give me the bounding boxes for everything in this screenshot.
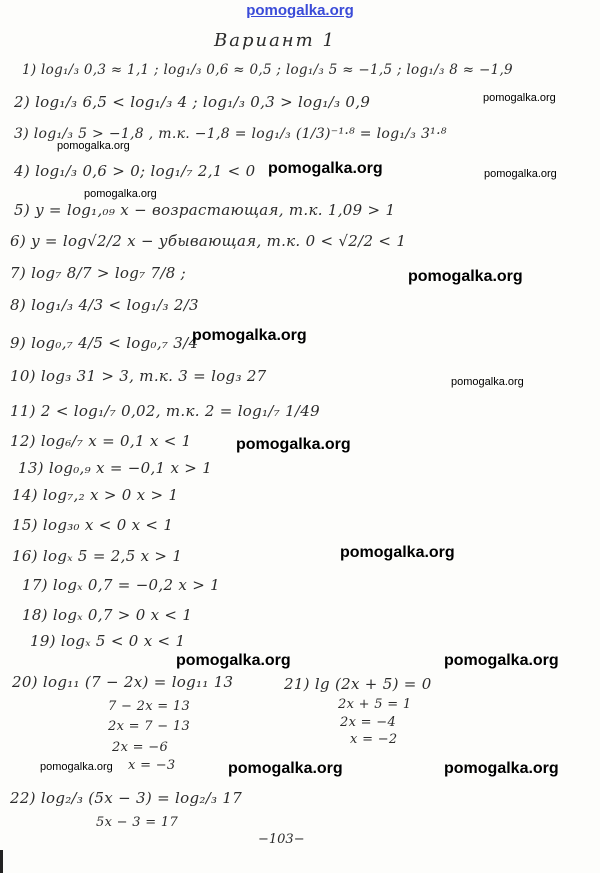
solution-line-15: 15) log₃₀ x < 0 x < 1 bbox=[12, 516, 174, 534]
solution-line-22: 22) log₂/₃ (5x − 3) = log₂/₃ 17 bbox=[10, 789, 243, 807]
solution-step-21-3: x = −2 bbox=[350, 732, 398, 747]
watermark: pomogalka.org bbox=[40, 761, 113, 773]
solution-line-13: 13) log₀,₉ x = −0,1 x > 1 bbox=[18, 459, 213, 477]
watermark: pomogalka.org bbox=[483, 92, 556, 104]
solution-line-12: 12) log₆/₇ x = 0,1 x < 1 bbox=[10, 432, 192, 450]
solution-line-21: 21) lg (2x + 5) = 0 bbox=[284, 675, 432, 693]
watermark: pomogalka.org bbox=[444, 652, 559, 669]
page-number: −103− bbox=[258, 832, 305, 847]
watermark: pomogalka.org bbox=[176, 652, 291, 669]
solution-line-4: 4) log₁/₃ 0,6 > 0; log₁/₇ 2,1 < 0 bbox=[14, 162, 256, 180]
solution-line-3: 3) log₁/₃ 5 > −1,8 , т.к. −1,8 = log₁/₃ (1/3)⁻¹·⁸ = log₁/₃ 3¹·⁸ bbox=[14, 126, 447, 142]
solution-step-22-1: 5x − 3 = 17 bbox=[96, 815, 179, 830]
solution-step-21-2: 2x = −4 bbox=[340, 715, 397, 730]
solution-line-17: 17) logₓ 0,7 = −0,2 x > 1 bbox=[22, 576, 220, 594]
watermark: pomogalka.org bbox=[228, 760, 343, 777]
watermark: pomogalka.org bbox=[192, 327, 307, 344]
solution-line-16: 16) logₓ 5 = 2,5 x > 1 bbox=[12, 547, 183, 565]
solution-line-2: 2) log₁/₃ 6,5 < log₁/₃ 4 ; log₁/₃ 0,3 > log₁/₃ 0,9 bbox=[14, 93, 371, 111]
solution-line-14: 14) log₇,₂ x > 0 x > 1 bbox=[12, 486, 179, 504]
watermark: pomogalka.org bbox=[340, 544, 455, 561]
solution-line-1: 1) log₁/₃ 0,3 ≈ 1,1 ; log₁/₃ 0,6 ≈ 0,5 ; log₁/₃ 5 ≈ −1,5 ; log₁/₃ 8 ≈ −1,9 bbox=[22, 62, 513, 78]
watermark: pomogalka.org bbox=[84, 188, 157, 200]
watermark: pomogalka.org bbox=[408, 268, 523, 285]
solution-step-20-2: 2x = 7 − 13 bbox=[108, 719, 191, 734]
solution-line-8: 8) log₁/₃ 4/3 < log₁/₃ 2/3 bbox=[10, 296, 199, 314]
solution-step-20-3: 2x = −6 bbox=[112, 740, 169, 755]
solution-line-7: 7) log₇ 8/7 > log₇ 7/8 ; bbox=[10, 264, 186, 282]
page-title: Вариант 1 bbox=[214, 30, 336, 51]
solution-step-21-1: 2x + 5 = 1 bbox=[338, 697, 412, 712]
solution-line-18: 18) logₓ 0,7 > 0 x < 1 bbox=[22, 606, 193, 624]
solution-line-5: 5) y = log₁,₀₉ x − возрастающая, т.к. 1,09 > 1 bbox=[14, 201, 396, 219]
solution-line-6: 6) y = log√2/2 x − убывающая, т.к. 0 < √2/2 < 1 bbox=[10, 232, 407, 250]
solution-line-20: 20) log₁₁ (7 − 2x) = log₁₁ 13 bbox=[12, 673, 234, 691]
watermark: pomogalka.org bbox=[236, 436, 351, 453]
watermark: pomogalka.org bbox=[484, 168, 557, 180]
solution-line-10: 10) log₃ 31 > 3, т.к. 3 = log₃ 27 bbox=[10, 367, 267, 385]
watermark: pomogalka.org bbox=[57, 140, 130, 152]
watermark: pomogalka.org bbox=[451, 376, 524, 388]
page-edge-mark bbox=[0, 850, 3, 873]
solution-line-19: 19) logₓ 5 < 0 x < 1 bbox=[30, 632, 186, 650]
watermark-top-link[interactable]: pomogalka.org bbox=[246, 2, 354, 19]
watermark: pomogalka.org bbox=[444, 760, 559, 777]
solution-step-20-1: 7 − 2x = 13 bbox=[108, 699, 191, 714]
watermark: pomogalka.org bbox=[268, 160, 383, 177]
solution-line-11: 11) 2 < log₁/₇ 0,02, т.к. 2 = log₁/₇ 1/49 bbox=[10, 402, 320, 420]
solution-step-20-4: x = −3 bbox=[128, 758, 176, 773]
solution-line-9: 9) log₀,₇ 4/5 < log₀,₇ 3/4 bbox=[10, 334, 199, 352]
